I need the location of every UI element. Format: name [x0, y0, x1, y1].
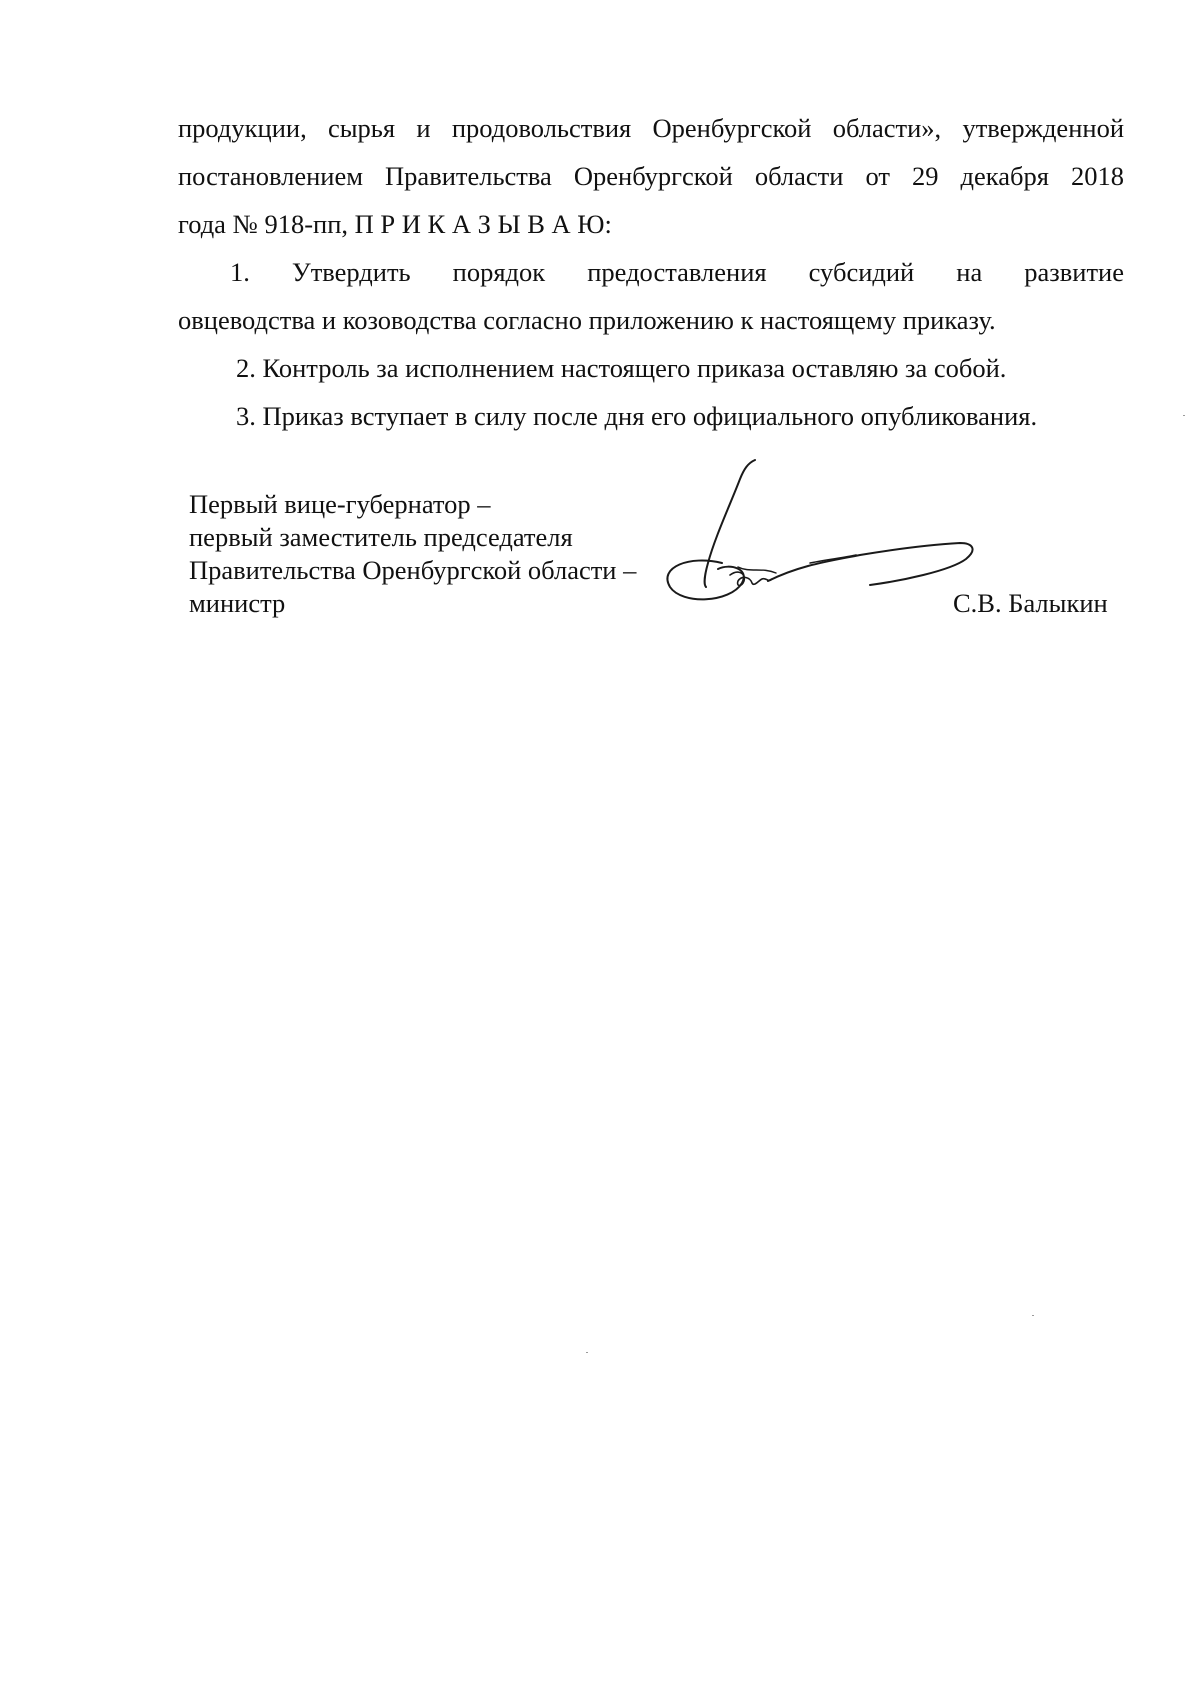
signatory-position-line-1: Первый вице-губернатор –	[189, 489, 491, 519]
signatory-position-line-2: первый заместитель председателя	[189, 522, 573, 552]
intro-paragraph-line-3: года № 918-пп, П Р И К А З Ы В А Ю:	[178, 209, 612, 239]
scan-speck	[586, 1352, 588, 1353]
intro-paragraph-line-2: постановлением Правительства Оренбургской области от 29 декабря 2018	[178, 161, 1124, 191]
item-1-line-2: овцеводства и козоводства согласно приложению к настоящему приказу.	[178, 305, 996, 335]
item-1-line-1: 1. Утвердить порядок предоставления субсидий на развитие	[230, 257, 1124, 287]
item-2-paragraph: 2. Контроль за исполнением настоящего приказа оставляю за собой.	[236, 353, 1007, 383]
scan-speck	[1183, 415, 1185, 416]
signatory-position	[189, 488, 636, 620]
signatory-name: С.В. Балыкин	[953, 588, 1108, 618]
intro-paragraph-line-1: продукции, сырья и продовольствия Оренбургской области», утвержденной	[178, 113, 1124, 143]
scan-speck	[1032, 1315, 1034, 1316]
item-3-paragraph: 3. Приказ вступает в силу после дня его официального опубликования.	[236, 401, 1038, 431]
signatory-position-line-3: Правительства Оренбургской области –	[189, 555, 637, 585]
signatory-position-line-4: министр	[189, 588, 286, 618]
document-body	[178, 104, 1124, 440]
